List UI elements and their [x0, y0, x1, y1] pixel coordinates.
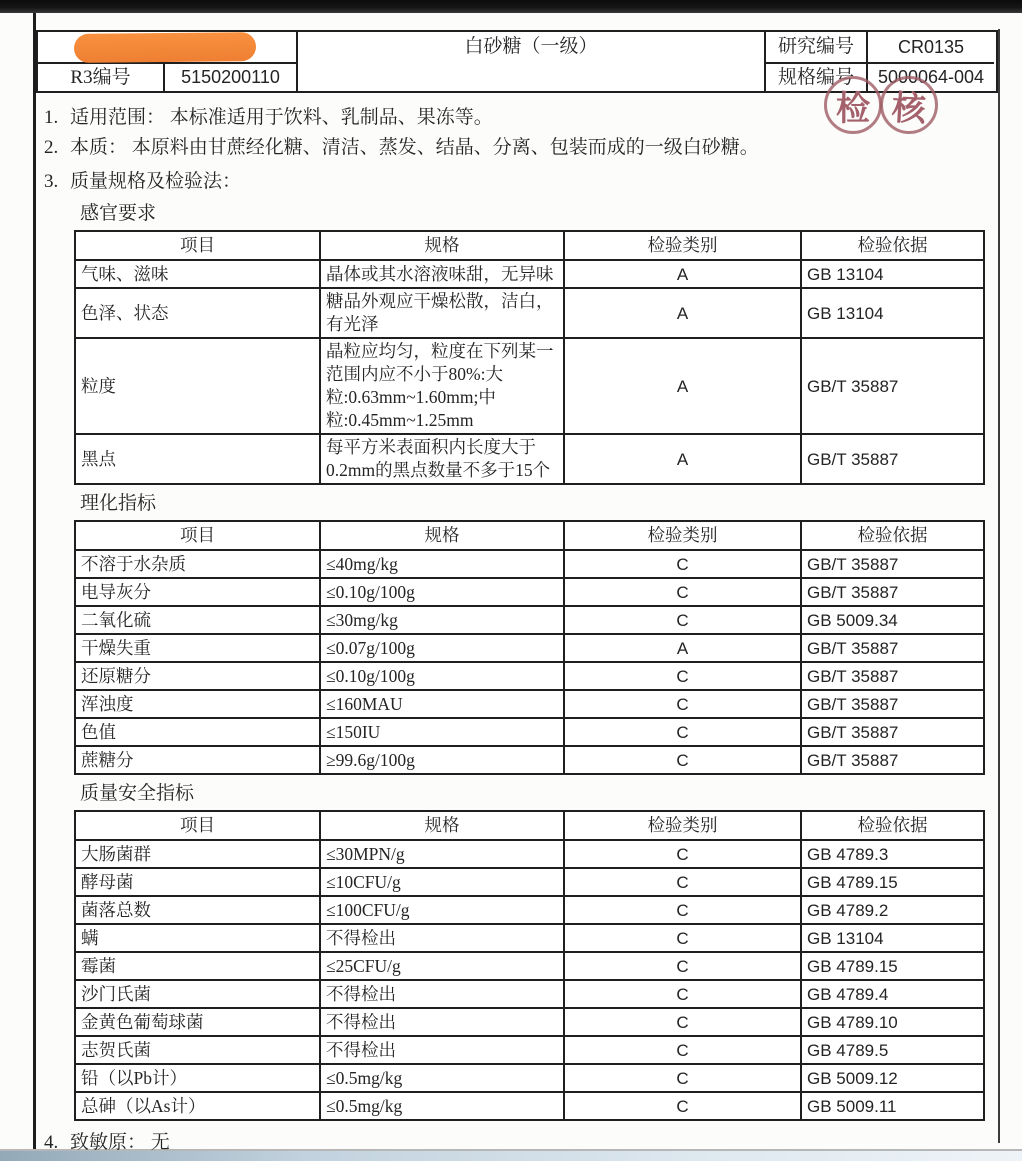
- inspection-basis-cell: GB 5009.11: [801, 1092, 984, 1120]
- section-title-sensory: 感官要求: [80, 203, 157, 224]
- sensory-requirements-table: [74, 230, 985, 485]
- inspection-basis-cell: GB 13104: [801, 924, 984, 952]
- essence-item: [36, 134, 998, 161]
- spec-cell: ≤0.5mg/kg: [320, 1092, 564, 1120]
- inspection-class-cell: C: [564, 840, 801, 868]
- inspection-class-cell: C: [564, 980, 801, 1008]
- item-cell: 电导灰分: [75, 578, 320, 606]
- item-cell: 蔗糖分: [75, 746, 320, 774]
- spec-cell: ≤100CFU/g: [320, 896, 564, 924]
- item-number: 2.: [44, 137, 59, 158]
- column-header: 规格: [320, 231, 564, 260]
- spec-cell: ≤0.10g/100g: [320, 662, 564, 690]
- spec-cell: ≤40mg/kg: [320, 550, 564, 578]
- spec-cell: ≤160MAU: [320, 690, 564, 718]
- inspection-basis-cell: GB 13104: [801, 260, 984, 288]
- inspection-basis-cell: GB 4789.10: [801, 1008, 984, 1036]
- column-header: 检验依据: [801, 811, 984, 840]
- table-row: [75, 690, 984, 718]
- table-row: [75, 924, 984, 952]
- inspection-basis-cell: GB 4789.3: [801, 840, 984, 868]
- item-cell: 粒度: [75, 338, 320, 434]
- column-header: 规格: [320, 811, 564, 840]
- inspection-class-cell: C: [564, 1092, 801, 1120]
- company-name-cell: [38, 32, 298, 64]
- table-row: [75, 634, 984, 662]
- section-title-physicochemical: 理化指标: [80, 493, 157, 514]
- photo-top-edge: [0, 0, 1022, 13]
- spec-cell: 晶体或其水溶液味甜，无异味: [320, 260, 564, 288]
- r3-no-label: R3编号: [38, 64, 165, 91]
- inspection-basis-cell: GB 13104: [801, 288, 984, 338]
- inspection-basis-cell: GB 4789.5: [801, 1036, 984, 1064]
- inspection-basis-cell: GB 4789.2: [801, 896, 984, 924]
- inspection-class-cell: C: [564, 924, 801, 952]
- inspection-class-cell: A: [564, 434, 801, 484]
- spec-cell: ≤0.5mg/kg: [320, 1064, 564, 1092]
- inspection-class-cell: A: [564, 260, 801, 288]
- r3-no-value: 5150200110: [165, 64, 298, 91]
- product-title: 白砂糖（一级）: [298, 32, 766, 91]
- spec-cell: 糖品外观应干燥松散，洁白，有光泽: [320, 288, 564, 338]
- header-row: [75, 231, 984, 260]
- header-row: [75, 521, 984, 550]
- inspection-class-cell: C: [564, 746, 801, 774]
- inspection-basis-cell: GB/T 35887: [801, 662, 984, 690]
- spec-no-label: 规格编号: [766, 64, 868, 91]
- inspection-class-cell: C: [564, 718, 801, 746]
- item-cell: 还原糖分: [75, 662, 320, 690]
- spec-cell: ≤25CFU/g: [320, 952, 564, 980]
- item-number: 3.: [44, 171, 59, 192]
- inspection-basis-cell: GB/T 35887: [801, 690, 984, 718]
- inspection-basis-cell: GB 4789.15: [801, 952, 984, 980]
- item-text: 致敏原： 无: [70, 1132, 170, 1153]
- table-row: [75, 746, 984, 774]
- column-header: 项目: [75, 231, 320, 260]
- inspection-class-cell: C: [564, 662, 801, 690]
- table-row: [75, 1092, 984, 1120]
- table-row: [75, 550, 984, 578]
- table-row: [75, 1008, 984, 1036]
- spec-cell: ≤30mg/kg: [320, 606, 564, 634]
- spec-cell: 不得检出: [320, 1008, 564, 1036]
- inspection-basis-cell: GB/T 35887: [801, 578, 984, 606]
- item-cell: 总砷（以As计）: [75, 1092, 320, 1120]
- spec-cell: 不得检出: [320, 980, 564, 1008]
- spec-cell: 不得检出: [320, 1036, 564, 1064]
- column-header: 项目: [75, 811, 320, 840]
- inspection-basis-cell: GB/T 35887: [801, 550, 984, 578]
- research-no-value: CR0135: [868, 32, 994, 64]
- quality-safety-indicators-table: [74, 810, 985, 1121]
- item-cell: 酵母菌: [75, 868, 320, 896]
- item-cell: 干燥失重: [75, 634, 320, 662]
- item-number: 1.: [44, 107, 59, 128]
- table-row: [75, 896, 984, 924]
- table-row: [75, 260, 984, 288]
- inspection-class-cell: C: [564, 868, 801, 896]
- item-cell: 气味、滋味: [75, 260, 320, 288]
- spec-cell: ≤10CFU/g: [320, 868, 564, 896]
- item-cell: 霉菌: [75, 952, 320, 980]
- inspection-class-cell: A: [564, 288, 801, 338]
- column-header: 检验类别: [564, 811, 801, 840]
- redaction-marker: [74, 32, 256, 63]
- item-cell: 大肠菌群: [75, 840, 320, 868]
- quality-spec-item: [36, 168, 998, 195]
- inspection-class-cell: C: [564, 896, 801, 924]
- item-number: 4.: [44, 1132, 59, 1153]
- inspection-basis-cell: GB/T 35887: [801, 634, 984, 662]
- stamp-he-seal: 核: [879, 75, 940, 136]
- spec-cell: ≤30MPN/g: [320, 840, 564, 868]
- item-cell: 志贺氏菌: [75, 1036, 320, 1064]
- spec-no-value: 5000064-004: [868, 64, 994, 91]
- approval-stamp: [824, 76, 938, 134]
- spec-cell: 晶粒应均匀，粒度在下列某一范围内应不小于80%:大粒:0.63mm~1.60mm;中粒:0.45mm~1.25mm: [320, 338, 564, 434]
- column-header: 检验类别: [564, 231, 801, 260]
- inspection-basis-cell: GB 5009.12: [801, 1064, 984, 1092]
- table-row: [75, 868, 984, 896]
- item-text: 适用范围： 本标准适用于饮料、乳制品、果冻等。: [70, 107, 493, 128]
- item-text: 本质： 本原料由甘蔗经化糖、清洁、蒸发、结晶、分离、包装而成的一级白砂糖。: [70, 137, 759, 158]
- inspection-basis-cell: GB/T 35887: [801, 434, 984, 484]
- item-cell: 色值: [75, 718, 320, 746]
- item-cell: 浑浊度: [75, 690, 320, 718]
- allergen-item: [36, 1129, 998, 1156]
- item-cell: 螨: [75, 924, 320, 952]
- spec-cell: ≤0.10g/100g: [320, 578, 564, 606]
- section-title-safety: 质量安全指标: [80, 783, 195, 804]
- inspection-class-cell: C: [564, 1036, 801, 1064]
- inspection-basis-cell: GB 4789.15: [801, 868, 984, 896]
- table-row: [75, 980, 984, 1008]
- research-no-label: 研究编号: [766, 32, 868, 64]
- column-header: 项目: [75, 521, 320, 550]
- inspection-class-cell: C: [564, 578, 801, 606]
- spec-cell: ≤0.07g/100g: [320, 634, 564, 662]
- item-cell: 不溶于水杂质: [75, 550, 320, 578]
- inspection-class-cell: C: [564, 1008, 801, 1036]
- item-cell: 菌落总数: [75, 896, 320, 924]
- document-page: [36, 13, 998, 1156]
- column-header: 检验依据: [801, 231, 984, 260]
- table-row: [75, 1036, 984, 1064]
- table-row: [75, 434, 984, 484]
- table-row: [75, 288, 984, 338]
- item-text: 质量规格及检验法：: [70, 171, 242, 192]
- table-row: [75, 718, 984, 746]
- table-row: [75, 578, 984, 606]
- page-right-fold-line: [998, 29, 1000, 1143]
- table-row: [75, 338, 984, 434]
- inspection-basis-cell: GB 4789.4: [801, 980, 984, 1008]
- item-cell: 金黄色葡萄球菌: [75, 1008, 320, 1036]
- item-cell: 铅（以Pb计）: [75, 1064, 320, 1092]
- inspection-basis-cell: GB/T 35887: [801, 718, 984, 746]
- inspection-class-cell: C: [564, 952, 801, 980]
- column-header: 检验依据: [801, 521, 984, 550]
- inspection-class-cell: A: [564, 338, 801, 434]
- inspection-basis-cell: GB/T 35887: [801, 338, 984, 434]
- item-cell: 黑点: [75, 434, 320, 484]
- spec-cell: ≥99.6g/100g: [320, 746, 564, 774]
- inspection-class-cell: A: [564, 634, 801, 662]
- table-row: [75, 662, 984, 690]
- table-row: [75, 840, 984, 868]
- item-cell: 色泽、状态: [75, 288, 320, 338]
- physicochemical-indicators-table: [74, 520, 985, 775]
- stamp-jian-seal: 检: [824, 76, 882, 134]
- spec-cell: 每平方米表面积内长度大于0.2mm的黑点数量不多于15个: [320, 434, 564, 484]
- item-cell: 沙门氏菌: [75, 980, 320, 1008]
- inspection-class-cell: C: [564, 690, 801, 718]
- column-header: 规格: [320, 521, 564, 550]
- column-header: 检验类别: [564, 521, 801, 550]
- spec-cell: 不得检出: [320, 924, 564, 952]
- inspection-class-cell: C: [564, 606, 801, 634]
- item-cell: 二氧化硫: [75, 606, 320, 634]
- inspection-basis-cell: GB 5009.34: [801, 606, 984, 634]
- header-row: [75, 811, 984, 840]
- table-row: [75, 1064, 984, 1092]
- spec-cell: ≤150IU: [320, 718, 564, 746]
- inspection-basis-cell: GB/T 35887: [801, 746, 984, 774]
- inspection-class-cell: C: [564, 1064, 801, 1092]
- inspection-class-cell: C: [564, 550, 801, 578]
- table-row: [75, 952, 984, 980]
- table-row: [75, 606, 984, 634]
